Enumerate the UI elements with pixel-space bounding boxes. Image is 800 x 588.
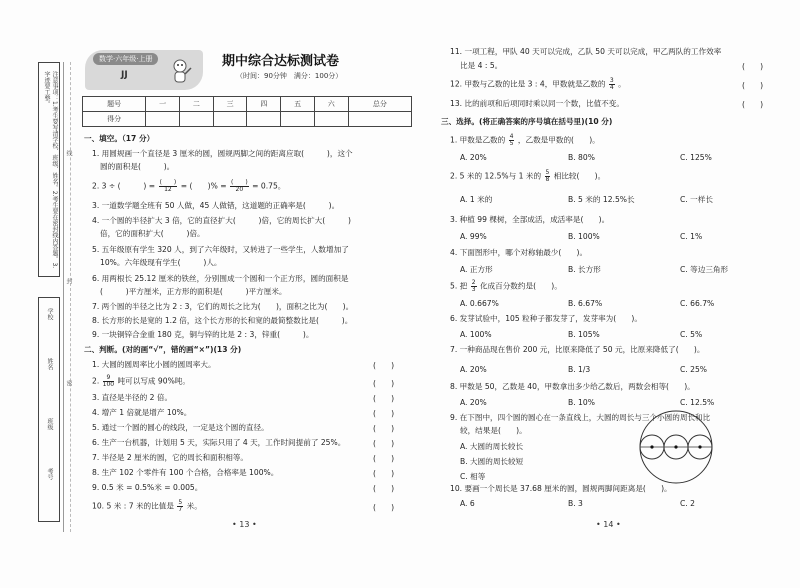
s3-q1-a: 1. 甲数是乙数的 [450, 135, 506, 145]
s1-q1-line2: 圆的面积是( )。 [100, 162, 175, 171]
s1-q1-line1: 1. 用圆规画一个直径是 3 厘米的圆，圆规两脚之间的距离应取( )，这个 [92, 149, 353, 158]
score-row-label: 得分 [83, 112, 146, 127]
frac-bottom: 100 [102, 381, 115, 388]
score-header-row [83, 97, 412, 112]
answer-paren[interactable]: ( ) [373, 454, 395, 463]
s2-q2-num: 2. [92, 376, 100, 386]
frac-bottom: 20 [235, 186, 244, 193]
s2-q10-text: 10. 5 米 : 7 米的比值是 [92, 501, 174, 511]
s3-q9-opt-a[interactable]: A. 大圆的周长较长 [460, 442, 524, 451]
mascot-icon [167, 58, 193, 86]
score-cell[interactable] [281, 112, 315, 127]
s3-q9-line2: 较，结果是( )。 [460, 426, 527, 435]
frac-top: 9 [103, 375, 114, 382]
score-header-cell: 五 [281, 97, 315, 112]
binding-strip [30, 62, 64, 532]
frac-bottom: 4 [609, 84, 614, 91]
s1-q7: 7. 两个圆的半径之比为 2 : 3，它们的周长之比为( )，面积之比为( )。 [92, 302, 354, 311]
score-cell[interactable] [314, 112, 348, 127]
s2-q3: 3. 直径是半径的 2 倍。 [92, 393, 173, 402]
answer-paren[interactable]: ( ) [373, 409, 395, 418]
score-header-cell: 三 [213, 97, 247, 112]
s3-q5 [450, 280, 562, 293]
s2-q12 [450, 78, 626, 91]
s1-q2-part3: = 0.75。 [252, 181, 286, 191]
s2-q2-frac [103, 375, 114, 388]
notice-box [38, 62, 60, 277]
s3-q10-opt-c[interactable]: C. 2 [680, 499, 695, 508]
s3-q7-opt-b[interactable]: B. 1/3 [568, 365, 591, 374]
s3-q2-opt-b[interactable]: B. 5 米的 12.5%长 [568, 195, 635, 204]
answer-paren[interactable]: ( ) [742, 62, 764, 71]
s3-q2-opt-c[interactable]: C. 一样长 [680, 195, 713, 204]
frac-top: ( ) [231, 179, 248, 186]
s2-q12-end: 。 [618, 79, 626, 89]
frac-top: 4 [509, 133, 514, 140]
s2-q10-unit: 米。 [186, 501, 202, 511]
s3-q3: 3. 种植 99 棵树，全部成活，成活率是( )。 [450, 215, 610, 224]
s3-q8: 8. 甲数是 50，乙数是 40，甲数拿出多少给乙数后，两数会相等( )。 [450, 382, 695, 391]
answer-paren[interactable]: ( ) [373, 503, 395, 512]
s2-q7: 7. 半径是 2 厘米的圆，它的周长和面积相等。 [92, 453, 249, 462]
edition-label: JJ [121, 70, 128, 80]
s3-q3-opt-b[interactable]: B. 100% [568, 232, 600, 241]
frac-bottom: 12 [164, 186, 172, 193]
fold-label-secret: 密 [65, 380, 72, 386]
s3-q3-opt-c[interactable]: C. 1% [680, 232, 703, 241]
score-row [83, 112, 412, 127]
s3-q7-opt-a[interactable]: A. 20% [460, 365, 487, 374]
answer-paren[interactable]: ( ) [742, 81, 764, 90]
frac-bottom: 5 [509, 140, 514, 147]
s2-q2 [92, 375, 190, 388]
s3-q2-a: 2. 5 米的 12.5%与 1 米的 [450, 171, 542, 181]
score-table [82, 96, 412, 127]
score-cell[interactable] [146, 112, 180, 127]
s1-q8: 8. 长方形的长是宽的 1.2 倍，这个长方形的长和宽的最简整数比是( )。 [92, 316, 353, 325]
s3-q5-frac [471, 280, 477, 293]
score-header-cell: 二 [180, 97, 214, 112]
answer-paren[interactable]: ( ) [742, 100, 764, 109]
s1-q6-line1: 6. 用两根长 25.12 厘米的铁丝，分别围成一个圆和一个正方形，圆的面积是 [92, 274, 349, 283]
s3-q8-opt-a[interactable]: A. 20% [460, 398, 487, 407]
s2-q11-line1: 11. 一项工程，甲队 40 天可以完成，乙队 50 天可以完成，甲乙两队的工作效率 [450, 47, 722, 56]
page-number-right: • 14 • [596, 520, 621, 529]
s3-q2-b: 相比较( )。 [553, 171, 606, 181]
s3-q9-opt-c[interactable]: C. 相等 [460, 472, 486, 481]
s2-q12-frac [609, 78, 615, 91]
frac-top: 3 [609, 77, 614, 84]
score-cell[interactable] [213, 112, 247, 127]
field-number: 考号 [46, 468, 53, 480]
score-cell[interactable] [348, 112, 411, 127]
frac-top: 5 [178, 499, 183, 506]
s3-q2 [450, 170, 605, 183]
s2-q1: 1. 大圆的圆周率比小圆的圆周率大。 [92, 360, 216, 369]
s1-q3: 3. 一道数学题全班有 50 人做，45 人做错，这道题的正确率是( )。 [92, 201, 340, 210]
s2-q10-frac [177, 500, 183, 513]
score-header-cell: 总分 [348, 97, 411, 112]
score-header-cell: 一 [146, 97, 180, 112]
s3-q5-a: 5. 把 [450, 281, 468, 291]
page-title: 期中综合达标测试卷 [222, 54, 340, 69]
s3-q2-frac [545, 170, 551, 183]
s3-q1-b: ，乙数是甲数的( )。 [517, 135, 600, 145]
score-header-cell: 六 [314, 97, 348, 112]
field-name: 姓名 [46, 358, 53, 370]
s1-q2-part1: 2. 3 ÷ ( ) = [92, 181, 156, 191]
s3-q6: 6. 发芽试验中，105 粒种子都发芽了，发芽率为( )。 [450, 314, 642, 323]
frac-bottom: 3 [471, 286, 476, 293]
s2-q2-text: 吨可以写成 90%吨。 [117, 376, 190, 386]
s3-q5-opt-a[interactable]: A. 0.667% [460, 299, 499, 308]
s3-q1-opt-b[interactable]: B. 80% [568, 153, 595, 162]
s1-q2-frac1 [159, 180, 178, 193]
s1-q4-line2: 倍，它的面积扩大( )倍。 [100, 229, 205, 238]
s1-q2 [92, 180, 285, 193]
s2-q9: 9. 0.5 米 = 0.5%米 = 0.005。 [92, 483, 203, 492]
s1-q6-line2: ( )平方厘米，正方形的面积是( )平方厘米。 [100, 287, 287, 296]
edition-badge [85, 50, 203, 90]
s3-q8-opt-c[interactable]: C. 12.5% [680, 398, 715, 407]
frac-bottom: 7 [178, 506, 183, 513]
s3-q4-opt-a[interactable]: A. 正方形 [460, 265, 493, 274]
s3-q9-line1: 9. 在下图中，四个圆的圆心在一条直线上，大圆的周长与三个小圆的周长和比 [450, 413, 711, 422]
notice-text: 注意事项：1.考生要写清学校、班级、姓名。2.考生要在密封线内答题。3.字迹要工整。 [43, 71, 58, 269]
s1-q5-line2: 10%。六年级现有学生( )人。 [100, 258, 222, 267]
s3-q10: 10. 要画一个周长是 37.68 厘米的圆，圆规两脚间距离是( )。 [450, 484, 672, 493]
s3-q4: 4. 下面图形中，哪个对称轴最少( )。 [450, 248, 588, 257]
frac-top: ( ) [159, 179, 177, 186]
s1-q2-part2: = ( )% = [180, 181, 227, 191]
s1-q4-line1: 4. 一个圆的半径扩大 3 倍，它的直径扩大( )倍，它的周长扩大( ) [92, 216, 351, 225]
frac-top: 2 [471, 279, 476, 286]
s3-q1-frac [509, 134, 515, 147]
frac-bottom: 8 [545, 176, 550, 183]
s2-q6: 6. 生产一台机器，计划用 5 天，实际只用了 4 天，工作时间提前了 25%。 [92, 438, 346, 447]
s1-q2-frac2 [230, 180, 249, 193]
answer-paren[interactable]: ( ) [373, 361, 395, 370]
s2-q5: 5. 通过一个圆的圆心的线段，一定是这个圆的直径。 [92, 423, 269, 432]
frac-top: 5 [545, 169, 550, 176]
s2-q12-text: 12. 甲数与乙数的比是 3 : 4，甲数就是乙数的 [450, 79, 606, 89]
s3-q1-opt-a[interactable]: A. 20% [460, 153, 487, 162]
s3-q3-opt-a[interactable]: A. 99% [460, 232, 487, 241]
s3-q1-opt-c[interactable]: C. 125% [680, 153, 712, 162]
s2-q10 [92, 500, 202, 513]
s3-q6-opt-b[interactable]: B. 105% [568, 330, 600, 339]
score-cell[interactable] [247, 112, 281, 127]
subject-badge: 数学·六年级·上册 [93, 53, 158, 65]
fold-label-line: 线 [65, 150, 72, 156]
s3-q10-opt-a[interactable]: A. 6 [460, 499, 475, 508]
answer-paren[interactable]: ( ) [373, 469, 395, 478]
s3-q5-b: 化成百分数约是( )。 [479, 281, 562, 291]
field-school: 学校 [46, 308, 53, 320]
answer-paren[interactable]: ( ) [373, 439, 395, 448]
answer-paren[interactable]: ( ) [373, 394, 395, 403]
s2-q8: 8. 生产 102 个零件有 100 个合格，合格率是 100%。 [92, 468, 279, 477]
s1-q9: 9. 一块铜锌合金重 180 克，铜与锌的比是 2 : 3，锌重( )。 [92, 330, 314, 339]
s3-q9-opt-b[interactable]: B. 大圆的周长较短 [460, 457, 524, 466]
s3-q4-opt-b[interactable]: B. 长方形 [568, 265, 601, 274]
section3-title: 三、选择。(将正确答案的序号填在括号里)(10 分) [441, 117, 613, 126]
field-class: 班级 [46, 418, 53, 430]
circles-figure [636, 409, 716, 485]
answer-paren[interactable]: ( ) [373, 424, 395, 433]
score-cell[interactable] [180, 112, 214, 127]
s3-q2-opt-a[interactable]: A. 1 米的 [460, 195, 493, 204]
fold-label-seal: 封 [65, 278, 72, 284]
section1-title: 一、填空。（17 分） [84, 134, 155, 143]
score-header-cell: 题号 [83, 97, 146, 112]
answer-paren[interactable]: ( ) [373, 484, 395, 493]
page-number-left: • 13 • [232, 520, 257, 529]
s2-q13: 13. 比的前项和后项同时乘以同一个数，比值不变。 [450, 99, 624, 108]
s3-q7: 7. 一种商品现在售价 200 元，比原来降低了 50 元，比原来降低了( )。 [450, 345, 705, 354]
score-header-cell: 四 [247, 97, 281, 112]
s3-q6-opt-a[interactable]: A. 100% [460, 330, 492, 339]
s3-q1 [450, 134, 600, 147]
s3-q6-opt-c[interactable]: C. 5% [680, 330, 703, 339]
s3-q4-opt-c[interactable]: C. 等边三角形 [680, 265, 729, 274]
s1-q5-line1: 5. 五年级原有学生 320 人，到了六年级时，又转进了一些学生，人数增加了 [92, 245, 349, 254]
s2-q11-line2: 比是 4 : 5。 [460, 61, 503, 70]
s3-q5-opt-b[interactable]: B. 6.67% [568, 299, 603, 308]
student-info-box [38, 297, 60, 522]
s3-q8-opt-b[interactable]: B. 10% [568, 398, 595, 407]
fold-line [70, 62, 71, 532]
s2-q4: 4. 增产 1 倍就是增产 10%。 [92, 408, 192, 417]
s3-q10-opt-b[interactable]: B. 3 [568, 499, 583, 508]
s3-q7-opt-c[interactable]: C. 25% [680, 365, 708, 374]
exam-time-score: （时间：90分钟 满分：100分） [236, 72, 343, 80]
section2-title: 二、判断。(对的画“√”，错的画“×”)(13 分) [84, 345, 242, 354]
s3-q5-opt-c[interactable]: C. 66.7% [680, 299, 715, 308]
answer-paren[interactable]: ( ) [373, 379, 395, 388]
